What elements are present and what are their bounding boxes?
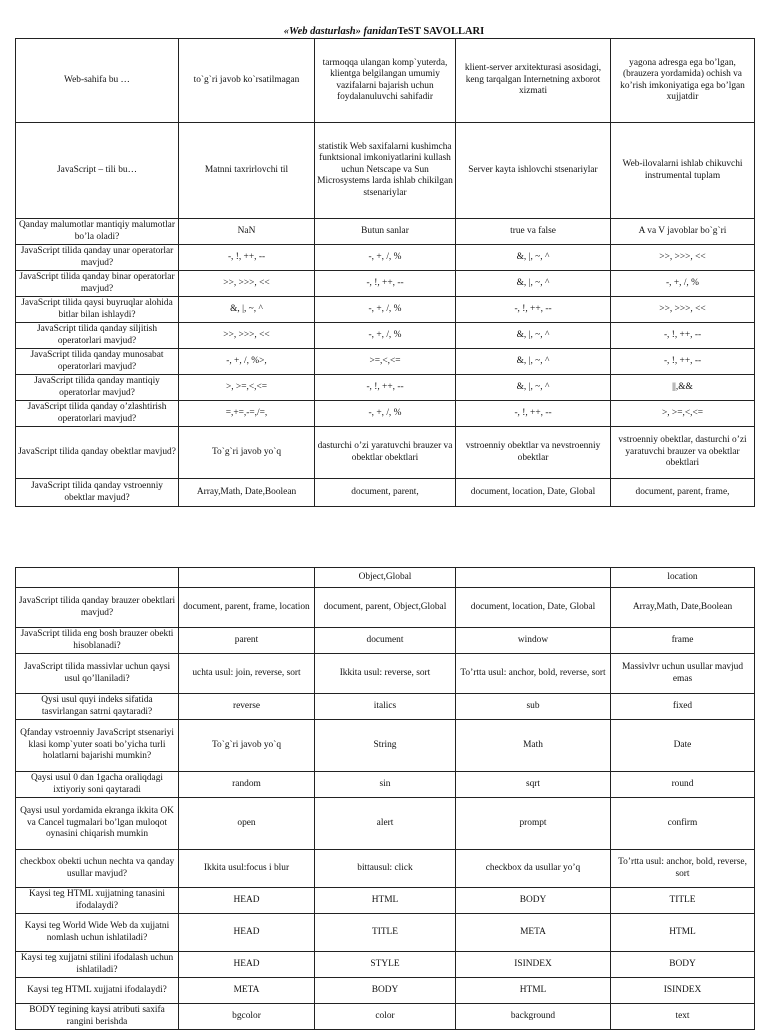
answer-b-cell: -, !, ++, --	[315, 271, 456, 297]
answer-d-cell: Date	[611, 720, 755, 772]
question-cell: Kaysi teg xujjatni stilini ifodalash uchun ishlatiladi?	[16, 952, 179, 978]
answer-d-cell: Array,Math, Date,Boolean	[611, 588, 755, 628]
answer-c-cell: prompt	[456, 798, 611, 850]
answer-d-cell: yagona adresga ega bo’lgan, (brauzera yordamida) ochish va ko’rish imkoniyatiga ega bo’lgan xujjatdir	[611, 39, 755, 123]
answer-d-cell: >, >=,<,<=	[611, 401, 755, 427]
answer-a-cell: NaN	[179, 219, 315, 245]
answer-c-cell: document, location, Date, Global	[456, 588, 611, 628]
question-cell: Qaysi usul 0 dan 1gacha oraliqdagi ixtiyoriy soni qaytaradi	[16, 772, 179, 798]
answer-d-cell: HTML	[611, 914, 755, 952]
answer-c-cell: -, !, ++, --	[456, 297, 611, 323]
answer-b-cell: Ikkita usul: reverse, sort	[315, 654, 456, 694]
answer-c-cell: -, !, ++, --	[456, 401, 611, 427]
question-row	[16, 323, 755, 349]
answer-b-cell: STYLE	[315, 952, 456, 978]
question-row	[16, 271, 755, 297]
question-row	[16, 720, 755, 772]
question-cell: JavaScript tilida qanday obektlar mavjud?	[16, 427, 179, 479]
question-row	[16, 654, 755, 694]
answer-b-cell: alert	[315, 798, 456, 850]
question-cell: Qaysi usul yordamida ekranga ikkita OK va Cancel tugmalari bo’lgan muloqot oynasini chiqarish mumkin	[16, 798, 179, 850]
answer-c-cell: &, |, ~, ^	[456, 349, 611, 375]
answer-a-cell: To`g`ri javob yo`q	[179, 720, 315, 772]
answer-d-cell: ||,&&	[611, 375, 755, 401]
answer-a-cell: &, |, ~, ^	[179, 297, 315, 323]
answer-d-cell: -, !, ++, --	[611, 323, 755, 349]
answer-b-cell: document, parent, Object,Global	[315, 588, 456, 628]
answer-b-cell: dasturchi o’zi yaratuvchi brauzer va obektlar obektlari	[315, 427, 456, 479]
question-row	[16, 123, 755, 219]
answer-b-cell: -, +, /, %	[315, 297, 456, 323]
answer-b-cell: HTML	[315, 888, 456, 914]
question-row	[16, 850, 755, 888]
answer-a-cell: bgcolor	[179, 1004, 315, 1030]
answer-a-cell: random	[179, 772, 315, 798]
answer-b-cell: Butun sanlar	[315, 219, 456, 245]
answer-c-cell: &, |, ~, ^	[456, 375, 611, 401]
question-cell: Kaysi teg HTML xujjatning tanasini ifodalaydi?	[16, 888, 179, 914]
question-row	[16, 952, 755, 978]
answer-b-cell: -, +, /, %	[315, 401, 456, 427]
question-row	[16, 401, 755, 427]
answer-a-cell: HEAD	[179, 914, 315, 952]
answer-a-cell: reverse	[179, 694, 315, 720]
answer-d-cell: ISINDEX	[611, 978, 755, 1004]
question-cell: BODY tegining kaysi atributi saxifa rangini berishda	[16, 1004, 179, 1030]
answer-d-cell: location	[611, 568, 755, 588]
answer-a-cell	[179, 568, 315, 588]
question-cell: checkbox obekti uchun nechta va qanday usullar mavjud?	[16, 850, 179, 888]
question-cell: JavaScript tilida qanday vstroenniy obektlar mavjud?	[16, 479, 179, 507]
question-cell: JavaScript tilida qanday o’zlashtirish operatorlari mavjud?	[16, 401, 179, 427]
question-row	[16, 39, 755, 123]
answer-d-cell: BODY	[611, 952, 755, 978]
answer-d-cell: To’rtta usul: anchor, bold, reverse, sort	[611, 850, 755, 888]
answer-d-cell: >>, >>>, <<	[611, 245, 755, 271]
answer-c-cell: BODY	[456, 888, 611, 914]
answer-b-cell: TITLE	[315, 914, 456, 952]
answer-d-cell: TITLE	[611, 888, 755, 914]
answer-d-cell: A va V javoblar bo`g`ri	[611, 219, 755, 245]
answer-a-cell: -, !, ++, --	[179, 245, 315, 271]
question-row	[16, 219, 755, 245]
question-row	[16, 1004, 755, 1030]
answer-a-cell: to`g`ri javob ko`rsatilmagan	[179, 39, 315, 123]
question-cell	[16, 568, 179, 588]
question-cell: Kaysi teg HTML xujjatni ifodalaydi?	[16, 978, 179, 1004]
answer-d-cell: Massivlvr uchun usullar mavjud emas	[611, 654, 755, 694]
answer-a-cell: -, +, /, %>,	[179, 349, 315, 375]
questions-table-page-1	[15, 38, 755, 507]
answer-c-cell: HTML	[456, 978, 611, 1004]
answer-a-cell: >>, >>>, <<	[179, 323, 315, 349]
question-cell: JavaScript tilida qaysi buyruqlar alohida bitlar bilan ishlaydi?	[16, 297, 179, 323]
question-cell: JavaScript tilida massivlar uchun qaysi usul qo’llaniladi?	[16, 654, 179, 694]
answer-d-cell: frame	[611, 628, 755, 654]
question-cell: JavaScript tilida qanday binar operatorlar mavjud?	[16, 271, 179, 297]
question-row	[16, 479, 755, 507]
answer-b-cell: BODY	[315, 978, 456, 1004]
answer-a-cell: uchta usul: join, reverse, sort	[179, 654, 315, 694]
answer-a-cell: document, parent, frame, location	[179, 588, 315, 628]
question-cell: JavaScript tilida qanday siljitish operatorlari mavjud?	[16, 323, 179, 349]
answer-c-cell: true va false	[456, 219, 611, 245]
answer-c-cell	[456, 568, 611, 588]
question-row	[16, 375, 755, 401]
question-row	[16, 427, 755, 479]
answer-c-cell: sqrt	[456, 772, 611, 798]
answer-b-cell: -, !, ++, --	[315, 375, 456, 401]
answer-b-cell: bittausul: click	[315, 850, 456, 888]
answer-c-cell: klient-server arxitekturasi asosidagi, keng tarqalgan Internetning axborot xizmati	[456, 39, 611, 123]
answer-a-cell: >>, >>>, <<	[179, 271, 315, 297]
answer-b-cell: Object,Global	[315, 568, 456, 588]
answer-a-cell: >, >=,<,<=	[179, 375, 315, 401]
answer-c-cell: Math	[456, 720, 611, 772]
answer-c-cell: document, location, Date, Global	[456, 479, 611, 507]
question-cell: Kaysi teg World Wide Web da xujjatni nomlash uchun ishlatiladi?	[16, 914, 179, 952]
question-cell: Web-sahifa bu …	[16, 39, 179, 123]
answer-c-cell: &, |, ~, ^	[456, 245, 611, 271]
answer-b-cell: color	[315, 1004, 456, 1030]
answer-d-cell: -, !, ++, --	[611, 349, 755, 375]
answer-a-cell: META	[179, 978, 315, 1004]
answer-c-cell: vstroenniy obektlar va nevstroenniy obektlar	[456, 427, 611, 479]
answer-b-cell: String	[315, 720, 456, 772]
answer-b-cell: italics	[315, 694, 456, 720]
question-cell: JavaScript – tili bu…	[16, 123, 179, 219]
answer-b-cell: >=,<,<=	[315, 349, 456, 375]
answer-c-cell: &, |, ~, ^	[456, 271, 611, 297]
answer-c-cell: ISINDEX	[456, 952, 611, 978]
answer-b-cell: sin	[315, 772, 456, 798]
answer-c-cell: window	[456, 628, 611, 654]
answer-d-cell: >>, >>>, <<	[611, 297, 755, 323]
answer-b-cell: document	[315, 628, 456, 654]
answer-a-cell: Matnni taxrirlovchi til	[179, 123, 315, 219]
question-row	[16, 914, 755, 952]
answer-d-cell: fixed	[611, 694, 755, 720]
answer-d-cell: -, +, /, %	[611, 271, 755, 297]
answer-a-cell: To`g`ri javob yo`q	[179, 427, 315, 479]
question-cell: Qysi usul quyi indeks sifatida tasvirlangan satrni qaytaradi?	[16, 694, 179, 720]
question-cell: JavaScript tilida qanday unar operatorlar mavjud?	[16, 245, 179, 271]
answer-a-cell: HEAD	[179, 888, 315, 914]
answer-c-cell: background	[456, 1004, 611, 1030]
question-row	[16, 297, 755, 323]
question-cell: JavaScript tilida qanday brauzer obektlari mavjud?	[16, 588, 179, 628]
question-row	[16, 772, 755, 798]
question-row	[16, 245, 755, 271]
answer-b-cell: tarmoqqa ulangan komp`yuterda, klientga belgilangan umumiy vazifalarni bajarish uchun foydalanuluvchi sahifadir	[315, 39, 456, 123]
answer-c-cell: &, |, ~, ^	[456, 323, 611, 349]
answer-a-cell: HEAD	[179, 952, 315, 978]
question-row	[16, 588, 755, 628]
answer-a-cell: =,+=,-=,/=,	[179, 401, 315, 427]
answer-c-cell: sub	[456, 694, 611, 720]
answer-a-cell: Ikkita usul:focus i blur	[179, 850, 315, 888]
question-cell: Qanday malumotlar mantiqiy malumotlar bo’la oladi?	[16, 219, 179, 245]
question-cell: JavaScript tilida qanday munosabat operatorlari mavjud?	[16, 349, 179, 375]
answer-c-cell: To’rtta usul: anchor, bold, reverse, sort	[456, 654, 611, 694]
question-row	[16, 628, 755, 654]
answer-d-cell: document, parent, frame,	[611, 479, 755, 507]
question-row	[16, 978, 755, 1004]
question-cell: JavaScript tilida eng bosh brauzer obekti hisoblanadi?	[16, 628, 179, 654]
question-row	[16, 349, 755, 375]
question-cell: JavaScript tilida qanday mantiqiy operatorlar mavjud?	[16, 375, 179, 401]
title-main: TeST SAVOLLARI	[397, 26, 485, 37]
answer-d-cell: text	[611, 1004, 755, 1030]
question-cell: Qfanday vstroenniy JavaScript stsenariyi klasi komp`yuter soati bo’yicha turli holatlarni bajarishi mumkin?	[16, 720, 179, 772]
answer-b-cell: document, parent,	[315, 479, 456, 507]
title-subject: «Web dasturlash» fanidan	[283, 26, 398, 37]
answer-d-cell: round	[611, 772, 755, 798]
answer-b-cell: -, +, /, %	[315, 245, 456, 271]
answer-b-cell: statistik Web saxifalarni kushimcha funktsional imkoniyatlarini kullash uchun Netscape va Sun Microsystems larda ishlab chikilgan stsenariylar	[315, 123, 456, 219]
answer-d-cell: confirm	[611, 798, 755, 850]
question-row	[16, 798, 755, 850]
answer-a-cell: open	[179, 798, 315, 850]
answer-d-cell: Web-ilovalarni ishlab chikuvchi instrumental tuplam	[611, 123, 755, 219]
answer-c-cell: checkbox da usullar yo’q	[456, 850, 611, 888]
answer-a-cell: parent	[179, 628, 315, 654]
answer-c-cell: Server kayta ishlovchi stsenariylar	[456, 123, 611, 219]
document-title	[0, 25, 768, 38]
question-row	[16, 568, 755, 588]
answer-c-cell: META	[456, 914, 611, 952]
answer-b-cell: -, +, /, %	[315, 323, 456, 349]
questions-table-page-2	[15, 567, 755, 1030]
answer-d-cell: vstroenniy obektlar, dasturchi o’zi yaratuvchi brauzer va obektlar obektlari	[611, 427, 755, 479]
answer-a-cell: Array,Math, Date,Boolean	[179, 479, 315, 507]
question-row	[16, 888, 755, 914]
question-row	[16, 694, 755, 720]
